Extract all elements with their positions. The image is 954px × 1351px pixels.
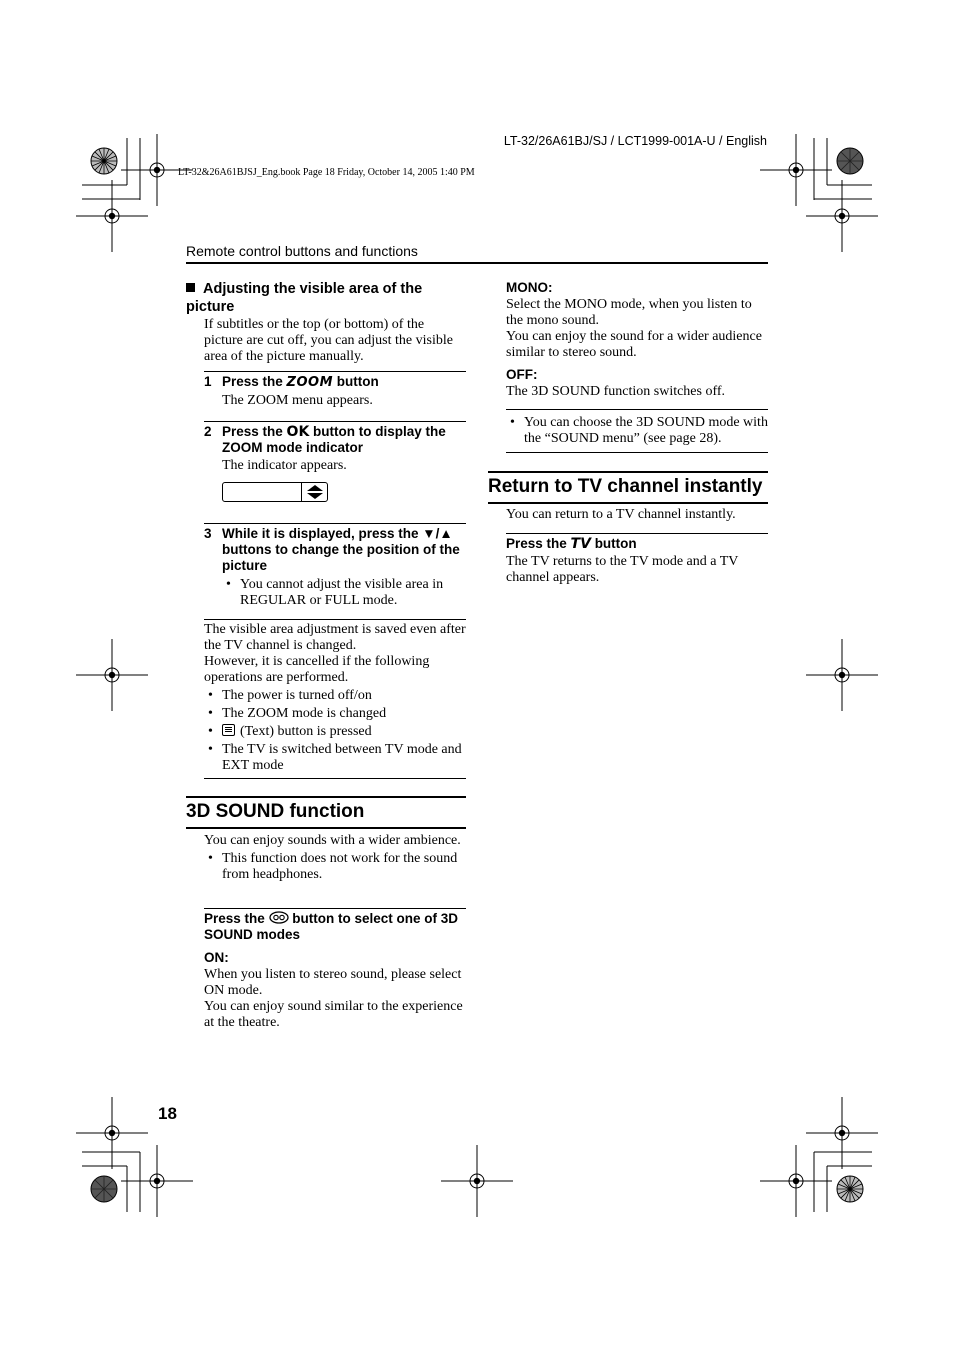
section-rule (186, 827, 466, 829)
sound3d-press-heading: Press the button to select one of 3D SOUND modes (204, 911, 459, 942)
step-2-body: The indicator appears. (222, 458, 347, 473)
divider (506, 409, 768, 410)
list-item: • You cannot adjust the visible area in REGULAR or FULL mode. (222, 577, 466, 609)
on-description: When you listen to stereo sound, please select ON mode. You can enjoy sound similar to the experience at the theatre. (204, 967, 463, 1030)
header-rule (186, 262, 768, 264)
list-item: • The ZOOM mode is changed (204, 706, 466, 722)
return-tv-body: The TV returns to the TV mode and a TV channel appears. (506, 554, 739, 585)
divider (204, 908, 466, 909)
section-rule (186, 796, 466, 798)
section-rule (488, 471, 768, 473)
adjust-note: The visible area adjustment is saved even after the TV channel is changed. However, it is cancelled if the following operations are performed. • The power is turned off/on • The ZOOM mode is changed • (Text) button is pressed • The TV is switched between TV mode and EXT mode (204, 622, 466, 776)
off-description: The 3D SOUND function switches off. (506, 384, 726, 399)
step-2-heading: Press the OK button to display the ZOOM mode indicator (222, 424, 446, 455)
list-item: • (Text) button is pressed (204, 724, 466, 740)
list-item: • The power is turned off/on (204, 688, 466, 704)
step-3-heading: While it is displayed, press the ▼/▲ buttons to change the position of the picture (222, 526, 460, 573)
step-1: 1 Press the ZOOM button The ZOOM menu appears. (204, 374, 466, 409)
adjust-heading: Adjusting the visible area of the picture (186, 281, 423, 315)
return-tv-press-heading: Press the TV button (506, 536, 637, 552)
step-3: 3 While it is displayed, press the ▼/▲ buttons to change the position of the picture • You cannot adjust the visible area in REGULAR or FULL mode. (204, 526, 466, 611)
divider (204, 371, 466, 372)
list-item: • This function does not work for the sound from headphones. (204, 851, 466, 883)
list-item: • The TV is switched between TV mode and EXT mode (204, 742, 466, 774)
running-head: Remote control buttons and functions (186, 243, 418, 259)
divider (204, 619, 466, 620)
page-number: 18 (158, 1104, 177, 1123)
on-label: ON: (204, 950, 229, 965)
tv-button-icon: TV (570, 536, 591, 552)
divider (204, 523, 466, 524)
square-bullet-icon (186, 283, 195, 292)
sound3d-intro: You can enjoy sounds with a wider ambience. • This function does not work for the sound from headphones. (204, 833, 466, 885)
zoom-button-icon: ZOOM (286, 375, 334, 390)
adjust-intro: If subtitles or the top (or bottom) of the picture are cut off, you can adjust the visible area of the picture manually. (204, 317, 453, 364)
mono-label: MONO: (506, 280, 553, 295)
section-title-3d-sound: 3D SOUND function (186, 801, 365, 822)
document-id: LT-32/26A61BJ/SJ / LCT1999-001A-U / English (503, 134, 767, 148)
text-button-icon (222, 724, 235, 736)
3d-sound-button-icon (269, 911, 289, 924)
ok-button-icon: OK (286, 424, 310, 440)
divider (506, 533, 768, 534)
divider (506, 452, 768, 453)
mono-description: Select the MONO mode, when you listen to the mono sound. You can enjoy the sound for a wider audience similar to stereo sound. (506, 297, 762, 360)
book-file-line: LT-32&26A61BJSJ_Eng.book Page 18 Friday, October 14, 2005 1:40 PM (178, 167, 475, 178)
section-rule (488, 502, 768, 504)
up-down-arrows-icon (305, 484, 325, 500)
list-item: • You can choose the 3D SOUND mode with the “SOUND menu” (see page 28). (506, 415, 768, 447)
step-1-heading: Press the ZOOM button (222, 374, 379, 390)
section-title-return-tv: Return to TV channel instantly (488, 476, 763, 497)
step-2: 2 Press the OK button to display the ZOOM mode indicator The indicator appears. (204, 424, 466, 474)
sound3d-note (506, 415, 768, 449)
divider (204, 778, 466, 779)
step-1-body: The ZOOM menu appears. (222, 393, 373, 408)
return-tv-intro: You can return to a TV channel instantly. (506, 507, 736, 522)
off-label: OFF: (506, 367, 538, 382)
zoom-mode-indicator (222, 482, 328, 502)
divider (204, 421, 466, 422)
